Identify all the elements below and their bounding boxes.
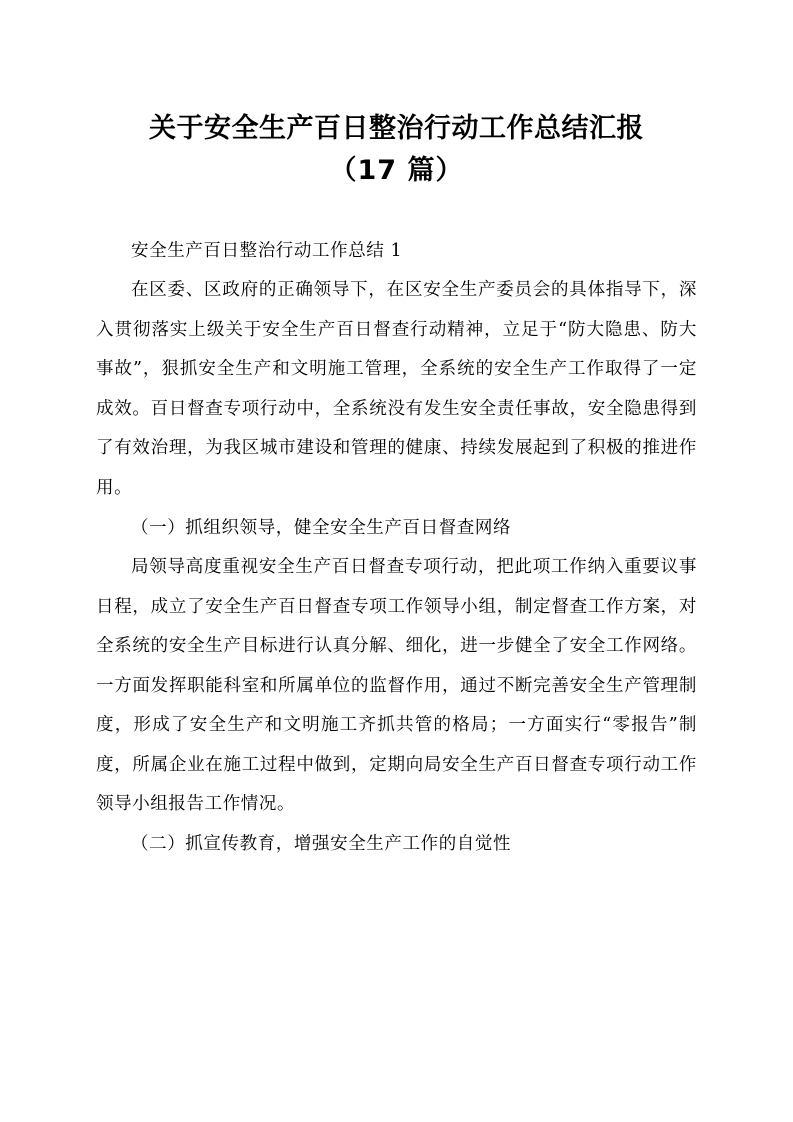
document-body <box>96 232 697 865</box>
page-title <box>96 108 697 192</box>
body-paragraph: 局领导高度重视安全生产百日督查专项行动，把此项工作纳入重要议事日程，成立了安全生产百日督查专项工作领导小组，制定督查工作方案，对全系统的安全生产目标进行认真分解、细化，进一步健全了安全工作网络。一方面发挥职能科室和所属单位的监督作用，通过不断完善安全生产管理制度，形成了安全生产和文明施工齐抓共管的格局；一方面实行“零报告”制度，所属企业在施工过程中做到，定期向局安全生产百日督查专项行动工作领导小组报告工作情况。 <box>96 557 697 815</box>
page-title-line-2: （17 篇） <box>329 154 464 186</box>
sub-heading: （一）抓组织领导，健全安全生产百日督查网络 <box>131 517 512 538</box>
sub-heading: （二）抓宣传教育，增强安全生产工作的自觉性 <box>131 833 512 854</box>
body-paragraph: 在区委、区政府的正确领导下，在区安全生产委员会的具体指导下，深入贯彻落实上级关于安全生产百日督查行动精神，立足于“防大隐患、防大事故”，狠抓安全生产和文明施工管理，全系统的安全生产工作取得了一定成效。百日督查专项行动中，全系统没有发生安全责任事故，安全隐患得到了有效治理，为我区城市建设和管理的健康、持续发展起到了积极的推进作用。 <box>96 280 697 498</box>
section-heading: 安全生产百日整治行动工作总结 1 <box>131 240 403 261</box>
page-title-line-1: 关于安全生产百日整治行动工作总结汇报 <box>149 113 644 144</box>
